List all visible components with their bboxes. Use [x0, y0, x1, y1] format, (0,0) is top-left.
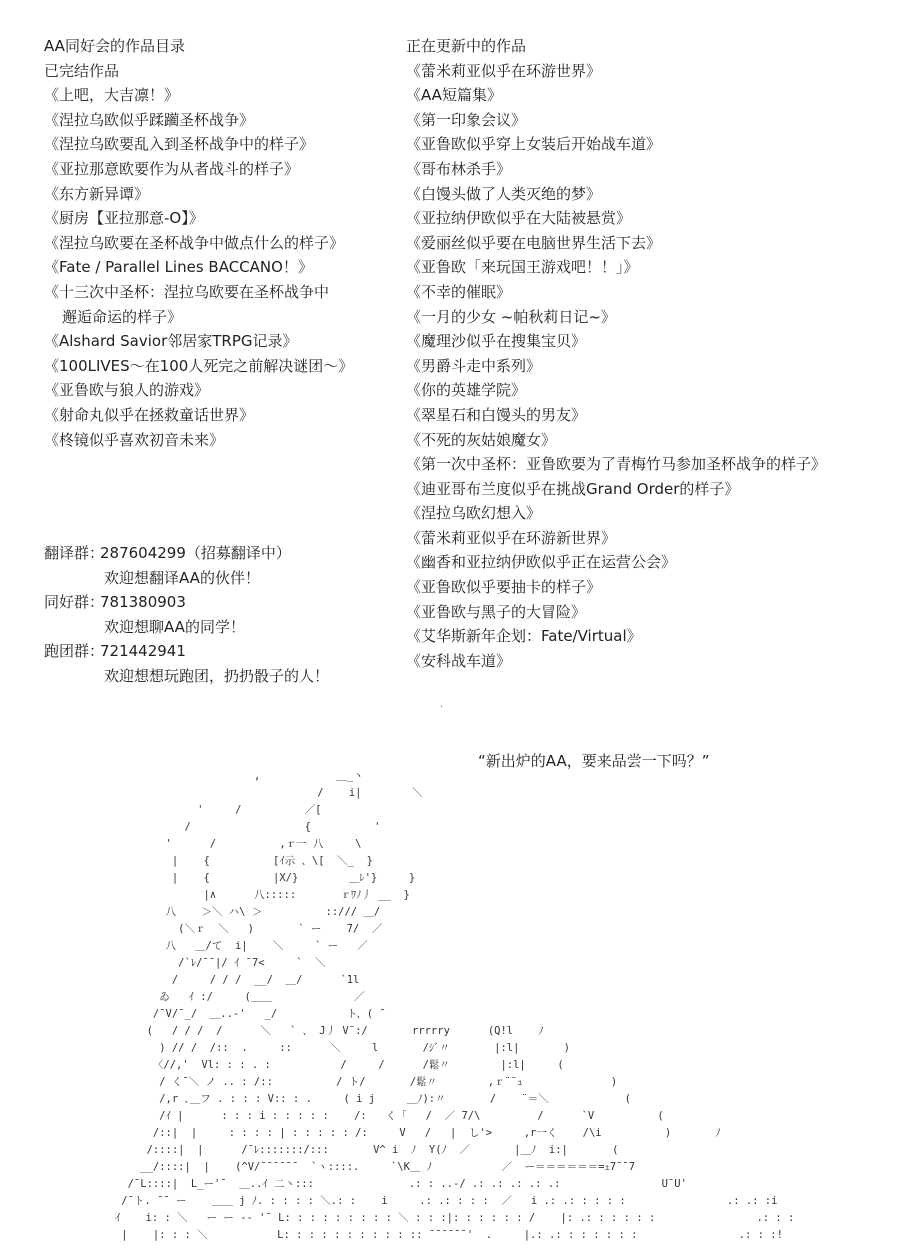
work-title: 《幽香和亚拉纳伊欧似乎正在运营公会》: [406, 553, 677, 572]
catalog-title: AA同好会的作品目录: [44, 37, 185, 55]
work-title: 《亚鲁欧与黑子的大冒险》: [406, 602, 587, 621]
work-title: 《魔理沙似乎在搜集宝贝》: [406, 332, 587, 351]
work-title: 《艾华斯新年企划：Fate/Virtual》: [406, 627, 642, 646]
translate-group-number: 287604299（招募翻译中）: [100, 544, 291, 562]
work-title: 《十三次中圣杯：涅拉乌欧要在圣杯战争中: [44, 282, 330, 301]
fan-group-note: 欢迎想聊AA的同学！: [104, 617, 245, 636]
work-title-continuation: 邂逅命运的样子》: [62, 307, 183, 326]
work-title: 《翠星石和白馒头的男友》: [406, 405, 587, 424]
updating-heading: 正在更新中的作品: [406, 37, 527, 55]
work-title: 《你的英雄学院》: [406, 381, 527, 400]
fan-group-number: 781380903: [100, 593, 186, 612]
work-title: 《柊镜似乎喜欢初音未来》: [44, 430, 225, 449]
work-title: 《爱丽丝似乎要在电脑世界生活下去》: [406, 233, 662, 252]
work-title: 《亚鲁欧似乎穿上女装后开始战车道》: [406, 135, 662, 154]
work-title: 《亚鲁欧与狼人的游戏》: [44, 381, 210, 400]
work-title: 《亚拉纳伊欧似乎在大陆被悬赏》: [406, 209, 632, 228]
work-title: 《不幸的催眠》: [406, 282, 512, 301]
work-title: 《涅拉乌欧似乎蹂躏圣杯战争》: [44, 110, 255, 129]
work-title: 《Alshard Savior邻居家TRPG记录》: [44, 332, 298, 351]
work-title: 《蕾米莉亚似乎在环游世界》: [406, 61, 602, 80]
work-title: 《射命丸似乎在拯救童话世界》: [44, 405, 255, 424]
work-title: 《第一次中圣杯：亚鲁欧要为了青梅竹马参加圣杯战争的样子》: [406, 455, 827, 474]
work-title: 《亚拉那意欧要作为从者战斗的样子》: [44, 159, 300, 178]
group-info: [44, 541, 329, 689]
run-group-number: 721442941: [100, 642, 186, 661]
run-group-label: 跑团群：: [44, 642, 105, 661]
work-title: 《东方新异谭》: [44, 184, 150, 203]
work-title: 《厨房【亚拉那意-O】》: [44, 209, 204, 228]
fan-group-label: 同好群：: [44, 593, 105, 612]
work-title: 《蕾米莉亚似乎在环游新世界》: [406, 528, 617, 547]
completed-heading: 已完结作品: [44, 61, 120, 80]
updating-works-column: [406, 34, 826, 673]
work-title: 《白馒头做了人类灭绝的梦》: [406, 184, 602, 203]
translate-group-note: 欢迎想翻译AA的伙伴！: [104, 568, 260, 587]
work-title: 《100LIVES～在100人死完之前解决谜团～》: [44, 356, 354, 375]
work-title: 《一月的少女 ~帕秋莉日记~》: [406, 307, 616, 326]
work-title: 《上吧，大吉凛！》: [44, 86, 180, 105]
translate-group-row: [44, 541, 329, 566]
work-title: 《涅拉乌欧幻想入》: [406, 504, 542, 523]
run-group-row: [44, 639, 329, 664]
work-title: 《男爵斗走中系列》: [406, 356, 542, 375]
work-title: 《涅拉乌欧要乱入到圣杯战争中的样子》: [44, 135, 315, 154]
work-title: 《涅拉乌欧要在圣杯战争中做点什么的样子》: [44, 233, 345, 252]
speech-quote: “新出炉的AA，要来品尝一下吗？”: [478, 752, 710, 770]
work-title: 《迪亚哥布兰度似乎在挑战Grand Order的样子》: [406, 479, 740, 498]
work-title: 《哥布林杀手》: [406, 159, 512, 178]
work-title: 《Fate / Parallel Lines BACCANO！》: [44, 258, 313, 277]
work-title: 《安科战车道》: [406, 651, 512, 670]
ascii-art-illustration: , ＿_丶 / i| ＼ ' / ／[ / { ' ' / ,ｒ一 八 \ | { [ｲ示 、\[ ＼_ } | { |X/} ＿ﾚ'} } |∧ 八::::: ｒﾜﾉ丿 __ } 八 ＞＼ ハ\ ＞ ::/// ＿/ (＼ｒ ＼ ) ` ー 7/ ／ 八 ＿/て i| ＼ ` ー ／ /`ﾚ/¯¯|/ ｲ ¯7< ` ＼ / / / / __/ ＿/ `1l ゐ ｲ :/ (＿＿ ／ /¯V/¯_/ ＿..-' _/ ト、( ¯ ( / / / / ＼ ` 、 J丿 V¯:/ rrrrry (Q!l ﾉ ) // / /:: . :: ＼ l /ｼﾞ〃 |:l| ) 〈//,' Vl: : : . : / / /鬆〃 |:l| ( / く¯＼ ノ .. : /:: / ト/ /鬆〃 ,ｒ¨¨ｭ ) /,r ､＿フ . : : : V:: : . ( i j ＿ﾉ):〃 / ¨＝＼ ( /ｲ | : : : i : : : : : /: く「 / ／ 7/\ / `V ( /::| | : : : : | : : : : : /: V / | し'> ,r一く /\i ) ﾉ /::::| | /¯ﾚ:::::::/::: V^ i ﾉ Y(ﾉ ／ |＿ﾉ i:| ( __/::::| | (^V/¯¯¯¯¯¯ `ヽ::::. `\K＿ ﾉ ／ ー＝＝＝＝＝＝=ｭ7¯¯7 /¯L::::| L_ー'¯ ＿..ｲ 二丶::: .: : ..-/ .: .: .: .: .: U¯U' /¯ト. ¯¯ ー ＿＿ j ﾉ. : : : : ＼.: : i .: .: : : : ／ i .: .: : : : : .: .: :i ｲ i: : ＼ ー ー -- '¯ L: : : : : : : : : ＼ : : :|: : : : : : / |: .: : : : : : .: : : | |: : : ＼ L: : : : : : : : : : :: ¯¯¯¯¯¯' . |.: .: : : : : : : .: : :!: [114, 770, 795, 1241]
work-title: 《第一印象会议》: [406, 110, 527, 129]
fan-group-row: [44, 590, 329, 615]
completed-works-column: [44, 34, 353, 452]
work-title: 《亚鲁欧似乎要抽卡的样子》: [406, 578, 602, 597]
separator-dot: .: [440, 699, 444, 710]
run-group-note: 欢迎想想玩跑团，扔扔骰子的人！: [104, 666, 330, 685]
work-title: 《AA短篇集》: [406, 86, 502, 105]
translate-group-label: 翻译群：: [44, 544, 105, 562]
work-title: 《亚鲁欧「来玩国王游戏吧！！」》: [406, 258, 639, 277]
work-title: 《不死的灰姑娘魔女》: [406, 430, 557, 449]
